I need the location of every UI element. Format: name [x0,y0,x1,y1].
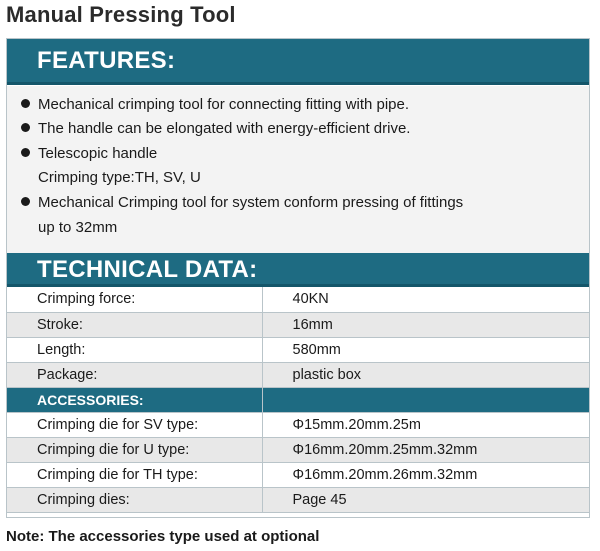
table-row [7,337,589,362]
feature-item-continued [21,166,201,190]
feature-text: The handle can be elongated with energy-efficient drive. [38,120,411,137]
feature-item [21,142,157,166]
table-row [7,362,589,387]
feature-item [21,117,410,141]
feature-text: Mechanical Crimping tool for system conform pressing of fittings [38,194,464,211]
row-label: Crimping die for TH type: [7,462,262,487]
feature-text: Crimping type:TH, SV, U [38,169,201,186]
row-value: 580mm [262,337,589,362]
table-row [7,312,589,337]
technical-header [7,253,589,287]
feature-item [21,93,409,117]
row-value: Φ16mm.20mm.26mm.32mm [262,462,589,487]
table-row [7,412,589,437]
technical-table [7,287,589,513]
bullet-icon [21,99,30,108]
feature-item-continued [21,216,117,240]
technical-heading: TECHNICAL DATA: [37,256,258,283]
row-label: Length: [7,337,262,362]
accessories-heading: ACCESSORIES: [7,387,262,412]
feature-text: up to 32mm [38,219,118,236]
row-value: 40KN [262,287,589,312]
accessories-header-blank [262,387,589,412]
row-value: 16mm [262,312,589,337]
spec-box [6,38,590,518]
table-row [7,462,589,487]
table-row [7,437,589,462]
accessories-header [7,387,589,412]
table-row [7,487,589,512]
bullet-icon [21,197,30,206]
row-label: Crimping die for U type: [7,437,262,462]
row-label: Crimping dies: [7,487,262,512]
row-label: Package: [7,362,262,387]
row-value: Page 45 [262,487,589,512]
feature-item [21,191,463,215]
page-title: Manual Pressing Tool [6,2,236,27]
features-header [7,39,589,85]
row-label: Stroke: [7,312,262,337]
row-label: Crimping die for SV type: [7,412,262,437]
feature-text: Mechanical crimping tool for connecting fitting with pipe. [38,96,410,113]
row-value: Φ16mm.20mm.25mm.32mm [262,437,589,462]
feature-text: Telescopic handle [38,145,158,162]
footnote: Note: The accessories type used at optional [6,528,320,545]
bullet-icon [21,148,30,157]
row-value: Φ15mm.20mm.25m [262,412,589,437]
row-label: Crimping force: [7,287,262,312]
table-row [7,287,589,312]
row-value: plastic box [262,362,589,387]
bullet-icon [21,123,30,132]
features-heading: FEATURES: [37,47,176,74]
